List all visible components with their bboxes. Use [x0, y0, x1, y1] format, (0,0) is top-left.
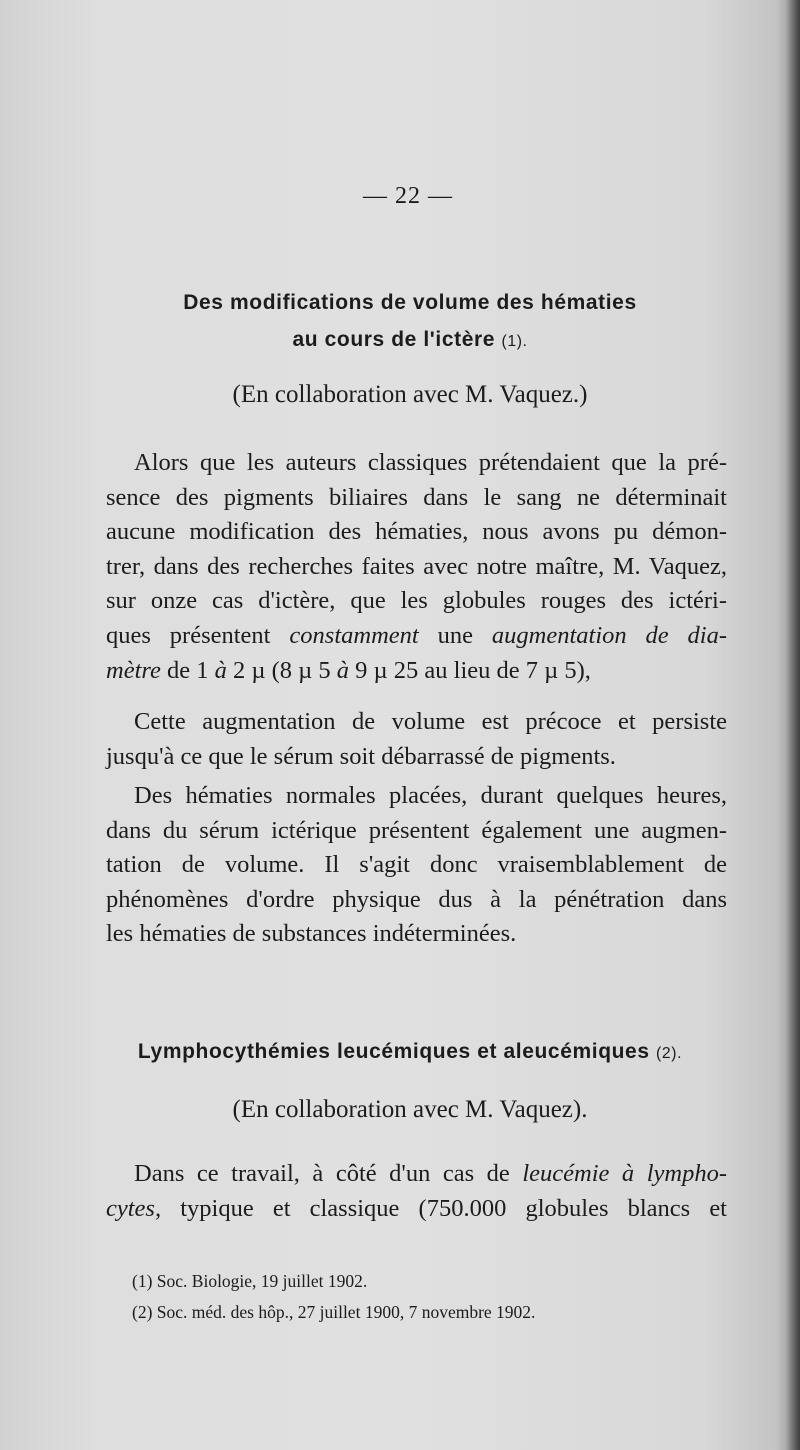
- text-line: Alors que les auteurs classiques prétendaient que la pré-: [134, 449, 727, 476]
- section2-title: [0, 1035, 800, 1071]
- section1-title-line1: [0, 286, 800, 320]
- emphasis-text: à: [336, 656, 350, 684]
- text-line: les hématies de substances indéterminées.: [106, 920, 517, 948]
- footnotes: [132, 1266, 732, 1328]
- section2-collaboration: (En collaboration avec M. Vaquez).: [232, 1096, 588, 1123]
- emphasis-text: constamment: [289, 621, 419, 649]
- section2-paragraph1: [106, 1157, 727, 1226]
- emphasis-text: augmentation de dia-: [491, 621, 728, 649]
- text-span: ques présentent: [106, 621, 271, 649]
- page-number: — 22 —: [363, 183, 453, 209]
- text-line: jusqu'à ce que le sérum soit débarrassé de pigments.: [106, 742, 616, 770]
- footnote-1: (1) Soc. Biologie, 19 juillet 1902.: [132, 1271, 368, 1291]
- text-line: [106, 1157, 727, 1192]
- emphasis-text: à: [214, 656, 227, 684]
- text-line: trer, dans des recherches faites avec notre maître, M. Vaquez,: [106, 552, 727, 580]
- footnote-2: (2) Soc. méd. des hôp., 27 juillet 1900, 7 novembre 1902.: [132, 1302, 536, 1322]
- text-line: sur onze cas d'ictère, que les globules rouges des ictéri-: [106, 587, 727, 615]
- emphasis-text: cytes,: [106, 1194, 162, 1222]
- footnote-ref-1: (1).: [501, 333, 528, 350]
- text-span: de 1: [167, 656, 209, 684]
- page-edge-shadow: [786, 0, 800, 1450]
- section1-title-text2: au cours de l'ictère: [292, 328, 496, 351]
- section1-collaboration: (En collaboration avec M. Vaquez.): [232, 381, 588, 408]
- footnote-ref-2: (2).: [656, 1045, 683, 1062]
- text-span: Dans ce travail, à côté d'un cas de: [134, 1160, 510, 1187]
- section1-title-text1: Des modifications de volume des hématies: [183, 291, 637, 314]
- section1-paragraph1: [106, 446, 727, 688]
- section1-paragraph3: [106, 779, 727, 952]
- emphasis-text: leucémie à lympho-: [522, 1160, 727, 1187]
- text-span: une: [437, 621, 473, 649]
- text-line: [106, 654, 727, 689]
- text-line: Des hématies normales placées, durant quelques heures,: [134, 782, 727, 809]
- section2-title-text: Lymphocythémies leucémiques et aleucémiques: [137, 1040, 650, 1063]
- text-line: dans du sérum ictérique présentent également une augmen-: [106, 816, 727, 844]
- text-line: phénomènes d'ordre physique dus à la pénétration dans: [106, 885, 727, 913]
- emphasis-text: mètre: [106, 656, 161, 684]
- text-line: [106, 1192, 727, 1227]
- section1-paragraph2: [106, 705, 727, 774]
- section1-title-line2: [0, 323, 800, 359]
- text-span: 2 µ (8 µ 5: [233, 656, 331, 684]
- text-line: [106, 619, 727, 654]
- text-line: aucune modification des hématies, nous avons pu démon-: [106, 518, 727, 546]
- text-line: Cette augmentation de volume est précoce et persiste: [134, 708, 727, 735]
- text-line: tation de volume. Il s'agit donc vraisemblablement de: [106, 851, 727, 879]
- text-span: typique et classique (750.000 globules blancs et: [180, 1194, 727, 1222]
- text-span: 9 µ 25 au lieu de 7 µ 5),: [355, 656, 591, 684]
- text-line: sence des pigments biliaires dans le sang ne déterminait: [106, 483, 727, 511]
